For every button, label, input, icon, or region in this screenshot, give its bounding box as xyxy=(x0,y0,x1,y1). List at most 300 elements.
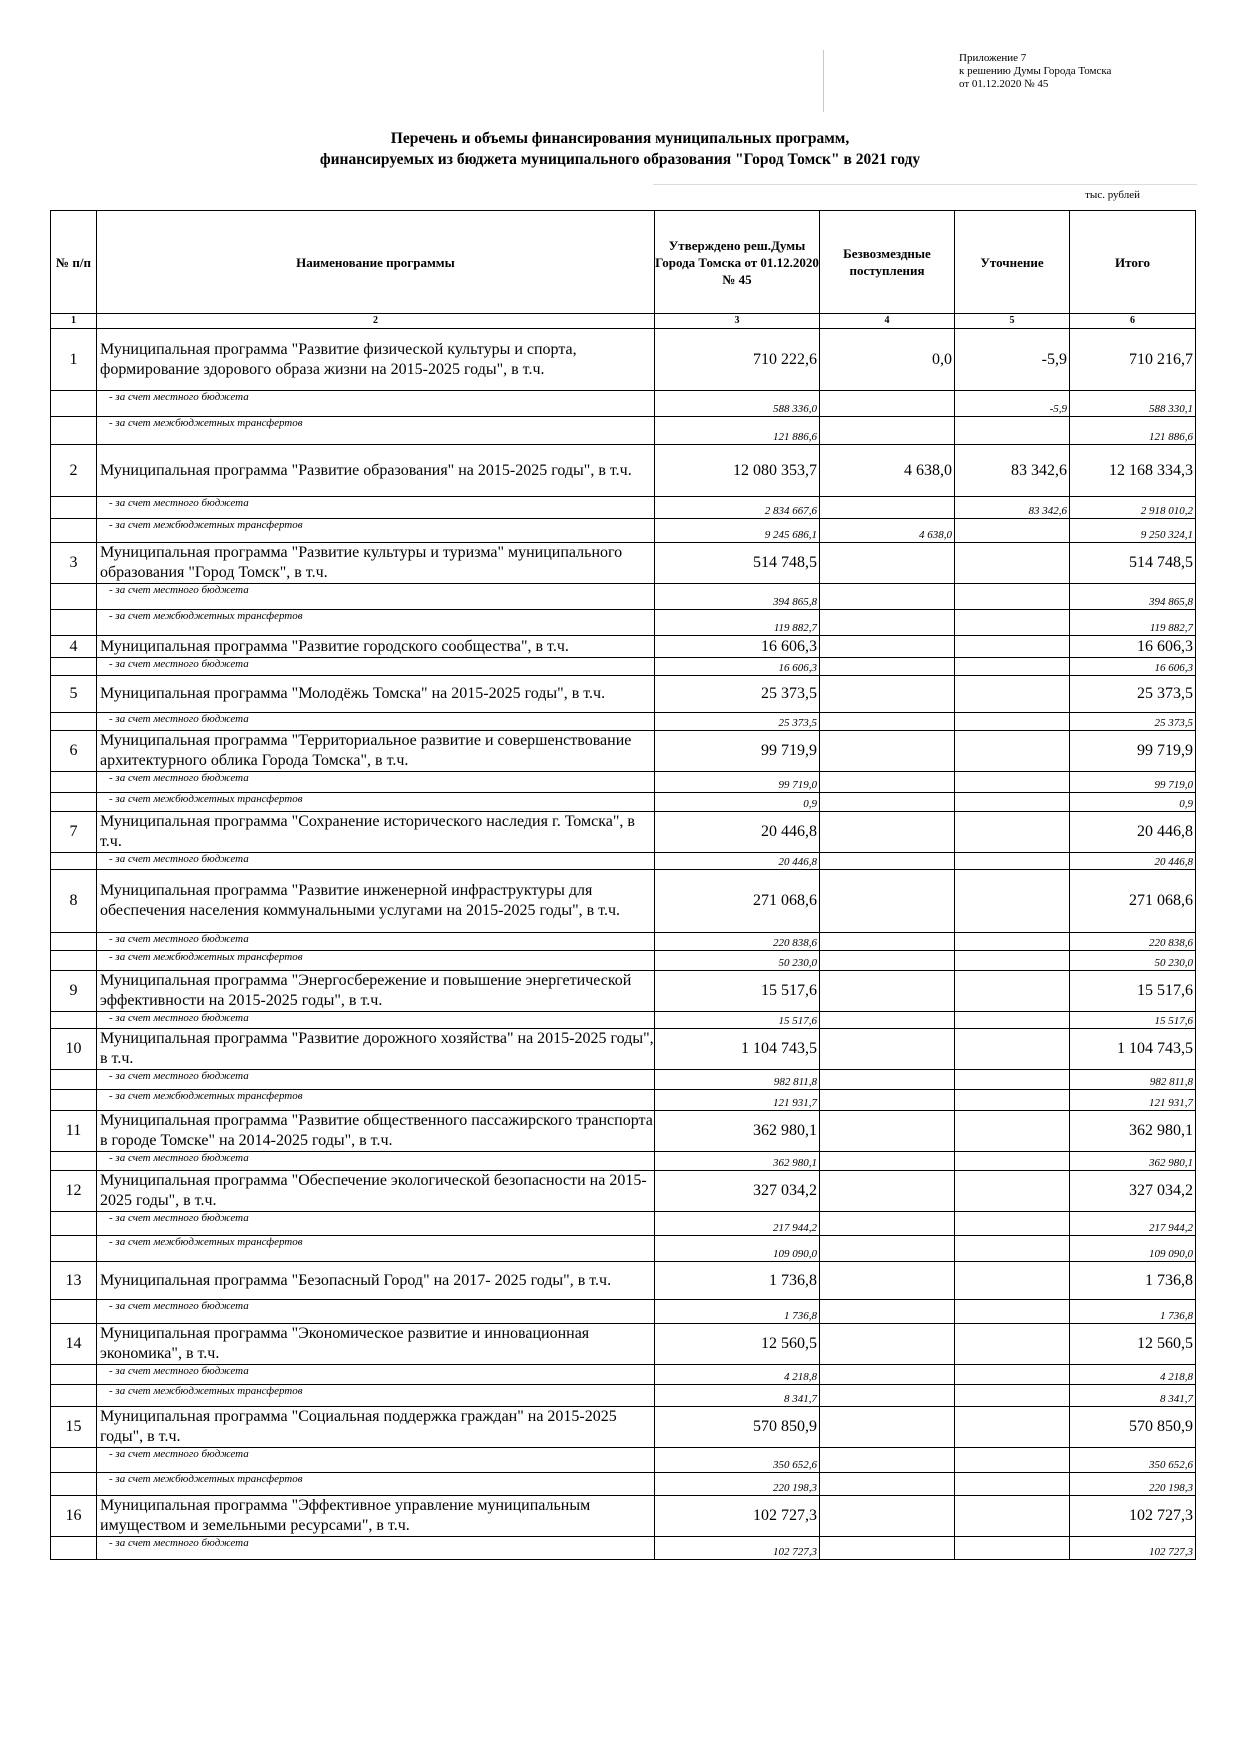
adjustment-amount xyxy=(955,853,1070,870)
funding-source-name: - за счет межбюджетных трансфертов xyxy=(97,1385,655,1407)
approved-amount: 102 727,3 xyxy=(655,1537,820,1560)
approved-amount: 217 944,2 xyxy=(655,1212,820,1236)
funding-source-name: - за счет межбюджетных трансфертов xyxy=(97,519,655,543)
total-amount: 350 652,6 xyxy=(1070,1448,1196,1473)
adjustment-amount: 83 342,6 xyxy=(955,445,1070,497)
adjustment-amount xyxy=(955,676,1070,713)
grants-amount xyxy=(820,1385,955,1407)
program-number: 8 xyxy=(51,870,97,933)
appendix-note xyxy=(959,52,1111,91)
program-name: Муниципальная программа "Развитие культуры и туризма" муниципального образования "Город Томск", в т.ч. xyxy=(97,543,655,584)
program-row xyxy=(51,1496,1196,1537)
adjustment-amount xyxy=(955,1012,1070,1029)
adjustment-amount xyxy=(955,1212,1070,1236)
programs-body xyxy=(51,329,1196,1560)
grants-amount xyxy=(820,391,955,417)
grants-amount xyxy=(820,1324,955,1365)
grants-amount xyxy=(820,676,955,713)
funding-source-row xyxy=(51,1236,1196,1262)
empty-cell xyxy=(51,391,97,417)
grants-amount xyxy=(820,812,955,853)
total-amount: 20 446,8 xyxy=(1070,812,1196,853)
program-name: Муниципальная программа "Сохранение исторического наследия г. Томска", в т.ч. xyxy=(97,812,655,853)
grants-amount xyxy=(820,1407,955,1448)
funding-source-name: - за счет местного бюджета xyxy=(97,1212,655,1236)
funding-source-row xyxy=(51,1012,1196,1029)
grants-amount xyxy=(820,584,955,610)
funding-source-name: - за счет местного бюджета xyxy=(97,713,655,731)
program-name: Муниципальная программа "Развитие городского сообщества", в т.ч. xyxy=(97,636,655,658)
approved-amount: 710 222,6 xyxy=(655,329,820,391)
program-name: Муниципальная программа "Развитие дорожного хозяйства" на 2015-2025 годы", в т.ч. xyxy=(97,1029,655,1070)
total-amount: 25 373,5 xyxy=(1070,713,1196,731)
empty-cell xyxy=(51,1448,97,1473)
funding-source-row xyxy=(51,497,1196,519)
header-divider xyxy=(823,50,824,112)
approved-amount: 1 104 743,5 xyxy=(655,1029,820,1070)
approved-amount: 394 865,8 xyxy=(655,584,820,610)
adjustment-amount: 83 342,6 xyxy=(955,497,1070,519)
total-amount: 50 230,0 xyxy=(1070,951,1196,971)
adjustment-amount xyxy=(955,1111,1070,1152)
total-amount: 271 068,6 xyxy=(1070,870,1196,933)
adjustment-amount xyxy=(955,971,1070,1012)
grants-amount xyxy=(820,1111,955,1152)
adjustment-amount xyxy=(955,1365,1070,1385)
funding-source-row xyxy=(51,1537,1196,1560)
approved-amount: 8 341,7 xyxy=(655,1385,820,1407)
total-amount: 1 736,8 xyxy=(1070,1262,1196,1300)
program-number: 11 xyxy=(51,1111,97,1152)
empty-cell xyxy=(51,1236,97,1262)
grants-amount xyxy=(820,951,955,971)
program-row xyxy=(51,445,1196,497)
total-amount: 99 719,9 xyxy=(1070,731,1196,772)
empty-cell xyxy=(51,584,97,610)
empty-cell xyxy=(51,1152,97,1171)
grants-amount xyxy=(820,1171,955,1212)
program-row xyxy=(51,676,1196,713)
grants-amount xyxy=(820,1029,955,1070)
adjustment-amount xyxy=(955,1090,1070,1111)
approved-amount: 99 719,9 xyxy=(655,731,820,772)
adjustment-amount xyxy=(955,731,1070,772)
total-amount: 0,9 xyxy=(1070,793,1196,812)
funding-source-row xyxy=(51,610,1196,636)
funding-source-row xyxy=(51,1090,1196,1111)
funding-source-name: - за счет местного бюджета xyxy=(97,1300,655,1324)
empty-cell xyxy=(51,519,97,543)
approved-amount: 15 517,6 xyxy=(655,1012,820,1029)
funding-source-row xyxy=(51,391,1196,417)
approved-amount: 20 446,8 xyxy=(655,812,820,853)
col-header-name: Наименование программы xyxy=(97,211,655,314)
adjustment-amount: -5,9 xyxy=(955,329,1070,391)
funding-source-name: - за счет местного бюджета xyxy=(97,1152,655,1171)
empty-cell xyxy=(51,793,97,812)
adjustment-amount xyxy=(955,610,1070,636)
approved-amount: 362 980,1 xyxy=(655,1111,820,1152)
funding-source-name: - за счет межбюджетных трансфертов xyxy=(97,1473,655,1496)
empty-cell xyxy=(51,853,97,870)
approved-amount: 4 218,8 xyxy=(655,1365,820,1385)
funding-source-name: - за счет межбюджетных трансфертов xyxy=(97,1236,655,1262)
approved-amount: 0,9 xyxy=(655,793,820,812)
col-header-approved: Утверждено реш.Думы Города Томска от 01.12.2020 № 45 xyxy=(655,211,820,314)
approved-amount: 9 245 686,1 xyxy=(655,519,820,543)
program-row xyxy=(51,1407,1196,1448)
total-amount: 220 198,3 xyxy=(1070,1473,1196,1496)
funding-source-row xyxy=(51,1365,1196,1385)
total-amount: 16 606,3 xyxy=(1070,636,1196,658)
grants-amount xyxy=(820,1365,955,1385)
program-name: Муниципальная программа "Территориальное развитие и совершенствование архитектурного облика Города Томска", в т.ч. xyxy=(97,731,655,772)
grants-amount xyxy=(820,497,955,519)
funding-source-name: - за счет местного бюджета xyxy=(97,584,655,610)
program-row xyxy=(51,1029,1196,1070)
grants-amount xyxy=(820,971,955,1012)
empty-cell xyxy=(51,610,97,636)
funding-source-name: - за счет местного бюджета xyxy=(97,1448,655,1473)
grants-amount xyxy=(820,933,955,951)
total-amount: 514 748,5 xyxy=(1070,543,1196,584)
program-number: 10 xyxy=(51,1029,97,1070)
appendix-line-2: к решению Думы Города Томска xyxy=(959,65,1112,77)
adjustment-amount xyxy=(955,713,1070,731)
empty-cell xyxy=(51,951,97,971)
total-amount: 25 373,5 xyxy=(1070,676,1196,713)
funding-source-row xyxy=(51,933,1196,951)
approved-amount: 119 882,7 xyxy=(655,610,820,636)
program-row xyxy=(51,1324,1196,1365)
adjustment-amount xyxy=(955,1448,1070,1473)
grants-amount xyxy=(820,1496,955,1537)
approved-amount: 350 652,6 xyxy=(655,1448,820,1473)
empty-cell xyxy=(51,497,97,519)
column-number: 6 xyxy=(1070,314,1196,329)
funding-source-name: - за счет местного бюджета xyxy=(97,1012,655,1029)
grants-amount xyxy=(820,1012,955,1029)
adjustment-amount xyxy=(955,417,1070,445)
total-amount: 1 736,8 xyxy=(1070,1300,1196,1324)
program-name: Муниципальная программа "Развитие образования" на 2015-2025 годы", в т.ч. xyxy=(97,445,655,497)
total-amount: 20 446,8 xyxy=(1070,853,1196,870)
program-name: Муниципальная программа "Развитие физической культуры и спорта, формирование здорового образа жизни на 2015-2025 годы", в т.ч. xyxy=(97,329,655,391)
approved-amount: 16 606,3 xyxy=(655,658,820,676)
approved-amount: 1 736,8 xyxy=(655,1262,820,1300)
adjustment-amount: -5,9 xyxy=(955,391,1070,417)
program-name: Муниципальная программа "Эффективное управление муниципальным имуществом и земельными ресурсами", в т.ч. xyxy=(97,1496,655,1537)
empty-cell xyxy=(51,1300,97,1324)
funding-source-name: - за счет местного бюджета xyxy=(97,497,655,519)
adjustment-amount xyxy=(955,519,1070,543)
approved-amount: 20 446,8 xyxy=(655,853,820,870)
programs-table xyxy=(50,210,1196,1560)
column-number: 4 xyxy=(820,314,955,329)
grants-amount: 0,0 xyxy=(820,329,955,391)
grants-amount xyxy=(820,610,955,636)
total-amount: 109 090,0 xyxy=(1070,1236,1196,1262)
adjustment-amount xyxy=(955,543,1070,584)
approved-amount: 2 834 667,6 xyxy=(655,497,820,519)
total-amount: 121 931,7 xyxy=(1070,1090,1196,1111)
approved-amount: 25 373,5 xyxy=(655,676,820,713)
grants-amount: 4 638,0 xyxy=(820,445,955,497)
empty-cell xyxy=(51,1090,97,1111)
approved-amount: 271 068,6 xyxy=(655,870,820,933)
total-amount: 217 944,2 xyxy=(1070,1212,1196,1236)
empty-cell xyxy=(51,713,97,731)
adjustment-amount xyxy=(955,1236,1070,1262)
funding-source-name: - за счет местного бюджета xyxy=(97,391,655,417)
program-row xyxy=(51,1262,1196,1300)
program-number: 16 xyxy=(51,1496,97,1537)
grants-amount xyxy=(820,713,955,731)
adjustment-amount xyxy=(955,1385,1070,1407)
funding-source-row xyxy=(51,951,1196,971)
funding-source-name: - за счет межбюджетных трансфертов xyxy=(97,610,655,636)
program-number: 4 xyxy=(51,636,97,658)
units-label: тыс. рублей xyxy=(1085,189,1140,201)
approved-amount: 16 606,3 xyxy=(655,636,820,658)
funding-source-name: - за счет межбюджетных трансфертов xyxy=(97,417,655,445)
empty-cell xyxy=(51,417,97,445)
grants-amount xyxy=(820,1537,955,1560)
grants-amount xyxy=(820,1090,955,1111)
adjustment-amount xyxy=(955,1171,1070,1212)
funding-source-name: - за счет местного бюджета xyxy=(97,1365,655,1385)
program-name: Муниципальная программа "Развитие общественного пассажирского транспорта в городе Томске" на 2014-2025 годы", в т.ч. xyxy=(97,1111,655,1152)
title-line-1: Перечень и объемы финансирования муниципальных программ, xyxy=(390,130,850,147)
program-row xyxy=(51,329,1196,391)
funding-source-row xyxy=(51,519,1196,543)
grants-amount xyxy=(820,1300,955,1324)
total-amount: 102 727,3 xyxy=(1070,1537,1196,1560)
funding-source-row xyxy=(51,853,1196,870)
total-amount: 8 341,7 xyxy=(1070,1385,1196,1407)
program-name: Муниципальная программа "Безопасный Город" на 2017- 2025 годы", в т.ч. xyxy=(97,1262,655,1300)
funding-source-name: - за счет местного бюджета xyxy=(97,853,655,870)
empty-cell xyxy=(51,658,97,676)
document-title xyxy=(0,128,1240,170)
grants-amount xyxy=(820,417,955,445)
program-row xyxy=(51,543,1196,584)
program-row xyxy=(51,636,1196,658)
approved-amount: 15 517,6 xyxy=(655,971,820,1012)
grants-amount xyxy=(820,731,955,772)
approved-amount: 121 886,6 xyxy=(655,417,820,445)
empty-cell xyxy=(51,1212,97,1236)
total-amount: 1 104 743,5 xyxy=(1070,1029,1196,1070)
column-number: 2 xyxy=(97,314,655,329)
adjustment-amount xyxy=(955,1070,1070,1090)
program-number: 9 xyxy=(51,971,97,1012)
funding-source-row xyxy=(51,1212,1196,1236)
funding-source-row xyxy=(51,1152,1196,1171)
approved-amount: 1 736,8 xyxy=(655,1300,820,1324)
funding-source-name: - за счет местного бюджета xyxy=(97,933,655,951)
col-header-total: Итого xyxy=(1070,211,1196,314)
total-amount: 710 216,7 xyxy=(1070,329,1196,391)
adjustment-amount xyxy=(955,1496,1070,1537)
approved-amount: 588 336,0 xyxy=(655,391,820,417)
funding-source-row xyxy=(51,1473,1196,1496)
column-number: 5 xyxy=(955,314,1070,329)
title-line-2: финансируемых из бюджета муниципального образования "Город Томск" в 2021 году xyxy=(319,151,921,168)
adjustment-amount xyxy=(955,1262,1070,1300)
funding-source-name: - за счет межбюджетных трансфертов xyxy=(97,793,655,812)
adjustment-amount xyxy=(955,1407,1070,1448)
program-row xyxy=(51,870,1196,933)
adjustment-amount xyxy=(955,1300,1070,1324)
adjustment-amount xyxy=(955,951,1070,971)
approved-amount: 121 931,7 xyxy=(655,1090,820,1111)
total-amount: 16 606,3 xyxy=(1070,658,1196,676)
program-name: Муниципальная программа "Энергосбережение и повышение энергетической эффективности на 2015-2025 годы", в т.ч. xyxy=(97,971,655,1012)
title-rule xyxy=(653,184,1197,185)
adjustment-amount xyxy=(955,1029,1070,1070)
program-number: 3 xyxy=(51,543,97,584)
approved-amount: 514 748,5 xyxy=(655,543,820,584)
col-header-num: № п/п xyxy=(51,211,97,314)
empty-cell xyxy=(51,933,97,951)
adjustment-amount xyxy=(955,1324,1070,1365)
funding-source-row xyxy=(51,1070,1196,1090)
funding-source-row xyxy=(51,658,1196,676)
adjustment-amount xyxy=(955,658,1070,676)
grants-amount: 4 638,0 xyxy=(820,519,955,543)
adjustment-amount xyxy=(955,1473,1070,1496)
grants-amount xyxy=(820,870,955,933)
total-amount: 15 517,6 xyxy=(1070,1012,1196,1029)
adjustment-amount xyxy=(955,870,1070,933)
funding-source-row xyxy=(51,793,1196,812)
grants-amount xyxy=(820,1448,955,1473)
approved-amount: 50 230,0 xyxy=(655,951,820,971)
program-row xyxy=(51,971,1196,1012)
grants-amount xyxy=(820,1212,955,1236)
total-amount: 9 250 324,1 xyxy=(1070,519,1196,543)
approved-amount: 109 090,0 xyxy=(655,1236,820,1262)
grants-amount xyxy=(820,772,955,793)
table-header-row xyxy=(51,211,1196,314)
grants-amount xyxy=(820,1262,955,1300)
program-number: 12 xyxy=(51,1171,97,1212)
adjustment-amount xyxy=(955,1537,1070,1560)
approved-amount: 12 080 353,7 xyxy=(655,445,820,497)
approved-amount: 327 034,2 xyxy=(655,1171,820,1212)
approved-amount: 99 719,0 xyxy=(655,772,820,793)
total-amount: 327 034,2 xyxy=(1070,1171,1196,1212)
col-header-adjust: Уточнение xyxy=(955,211,1070,314)
total-amount: 982 811,8 xyxy=(1070,1070,1196,1090)
program-number: 14 xyxy=(51,1324,97,1365)
program-number: 5 xyxy=(51,676,97,713)
appendix-line-1: Приложение 7 xyxy=(959,52,1027,64)
total-amount: 12 168 334,3 xyxy=(1070,445,1196,497)
grants-amount xyxy=(820,1473,955,1496)
funding-source-row xyxy=(51,713,1196,731)
program-number: 1 xyxy=(51,329,97,391)
empty-cell xyxy=(51,1537,97,1560)
program-row xyxy=(51,731,1196,772)
funding-source-name: - за счет местного бюджета xyxy=(97,1070,655,1090)
total-amount: 4 218,8 xyxy=(1070,1365,1196,1385)
program-name: Муниципальная программа "Социальная поддержка граждан" на 2015-2025 годы", в т.ч. xyxy=(97,1407,655,1448)
program-name: Муниципальная программа "Экономическое развитие и инновационная экономика", в т.ч. xyxy=(97,1324,655,1365)
program-number: 7 xyxy=(51,812,97,853)
total-amount: 570 850,9 xyxy=(1070,1407,1196,1448)
total-amount: 12 560,5 xyxy=(1070,1324,1196,1365)
grants-amount xyxy=(820,793,955,812)
funding-source-row xyxy=(51,1300,1196,1324)
program-row xyxy=(51,1111,1196,1152)
adjustment-amount xyxy=(955,1152,1070,1171)
adjustment-amount xyxy=(955,584,1070,610)
approved-amount: 102 727,3 xyxy=(655,1496,820,1537)
grants-amount xyxy=(820,853,955,870)
empty-cell xyxy=(51,1365,97,1385)
program-row xyxy=(51,812,1196,853)
column-number: 1 xyxy=(51,314,97,329)
funding-source-row xyxy=(51,772,1196,793)
program-number: 13 xyxy=(51,1262,97,1300)
program-name: Муниципальная программа "Развитие инженерной инфраструктуры для обеспечения населения коммунальными услугами на 2015-2025 годы", в т.ч. xyxy=(97,870,655,933)
total-amount: 362 980,1 xyxy=(1070,1111,1196,1152)
empty-cell xyxy=(51,1012,97,1029)
approved-amount: 982 811,8 xyxy=(655,1070,820,1090)
grants-amount xyxy=(820,658,955,676)
empty-cell xyxy=(51,772,97,793)
program-name: Муниципальная программа "Обеспечение экологической безопасности на 2015-2025 годы", в т.ч. xyxy=(97,1171,655,1212)
program-number: 15 xyxy=(51,1407,97,1448)
empty-cell xyxy=(51,1070,97,1090)
adjustment-amount xyxy=(955,793,1070,812)
approved-amount: 362 980,1 xyxy=(655,1152,820,1171)
funding-source-name: - за счет местного бюджета xyxy=(97,658,655,676)
program-number: 6 xyxy=(51,731,97,772)
approved-amount: 220 838,6 xyxy=(655,933,820,951)
total-amount: 99 719,0 xyxy=(1070,772,1196,793)
total-amount: 2 918 010,2 xyxy=(1070,497,1196,519)
total-amount: 588 330,1 xyxy=(1070,391,1196,417)
total-amount: 15 517,6 xyxy=(1070,971,1196,1012)
col-header-grants: Безвозмездные поступления xyxy=(820,211,955,314)
appendix-line-3: от 01.12.2020 № 45 xyxy=(959,78,1049,90)
grants-amount xyxy=(820,1070,955,1090)
adjustment-amount xyxy=(955,812,1070,853)
grants-amount xyxy=(820,636,955,658)
funding-source-name: - за счет местного бюджета xyxy=(97,772,655,793)
total-amount: 220 838,6 xyxy=(1070,933,1196,951)
empty-cell xyxy=(51,1385,97,1407)
funding-source-name: - за счет межбюджетных трансфертов xyxy=(97,1090,655,1111)
approved-amount: 25 373,5 xyxy=(655,713,820,731)
funding-source-row xyxy=(51,584,1196,610)
approved-amount: 570 850,9 xyxy=(655,1407,820,1448)
total-amount: 394 865,8 xyxy=(1070,584,1196,610)
program-name: Муниципальная программа "Молодёжь Томска" на 2015-2025 годы", в т.ч. xyxy=(97,676,655,713)
funding-source-name: - за счет межбюджетных трансфертов xyxy=(97,951,655,971)
total-amount: 121 886,6 xyxy=(1070,417,1196,445)
adjustment-amount xyxy=(955,636,1070,658)
grants-amount xyxy=(820,543,955,584)
total-amount: 102 727,3 xyxy=(1070,1496,1196,1537)
empty-cell xyxy=(51,1473,97,1496)
funding-source-row xyxy=(51,417,1196,445)
adjustment-amount xyxy=(955,772,1070,793)
grants-amount xyxy=(820,1236,955,1262)
